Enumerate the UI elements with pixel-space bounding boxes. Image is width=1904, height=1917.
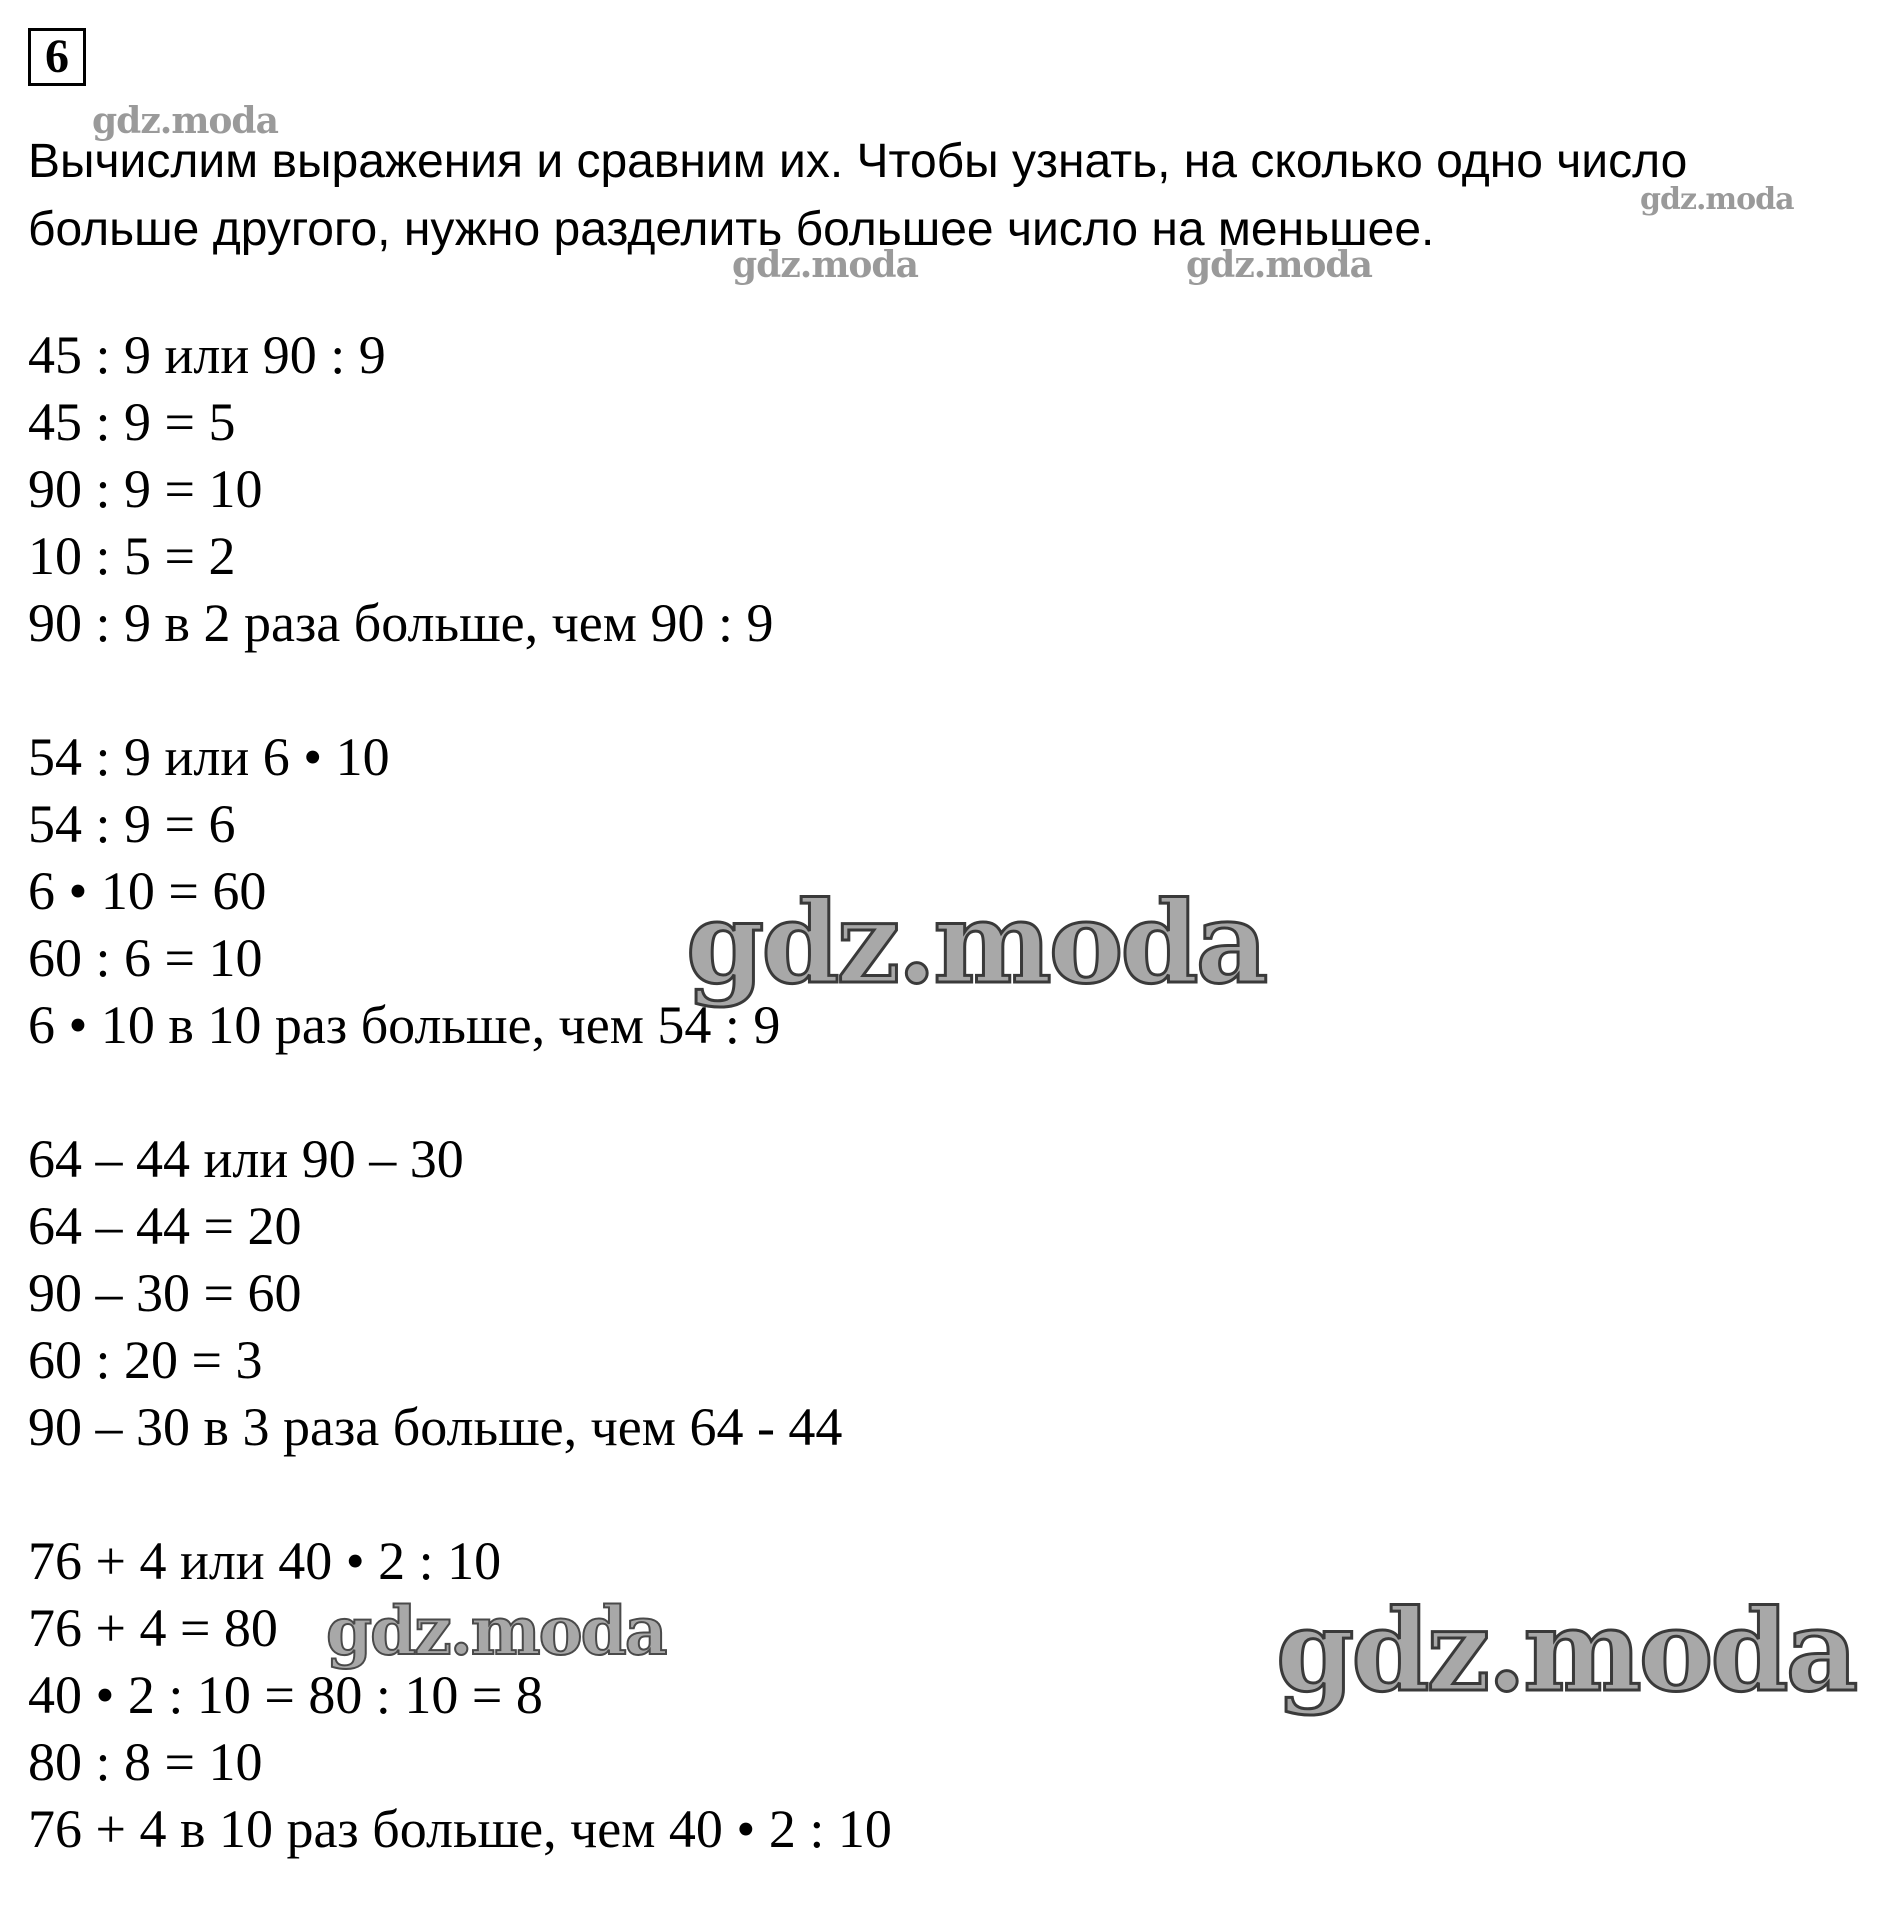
solution-line: 76 + 4 или 40 • 2 : 10 bbox=[28, 1531, 502, 1591]
solution-line: 45 : 9 или 90 : 9 bbox=[28, 325, 386, 385]
watermark: gdz.moda bbox=[1186, 244, 1372, 286]
solution-block-3 bbox=[28, 1126, 892, 1461]
intro-line: больше другого, нужно разделить большее число на меньшее. bbox=[28, 203, 1435, 256]
watermark: gdz.moda bbox=[326, 1592, 666, 1670]
solution-line: 60 : 20 = 3 bbox=[28, 1330, 263, 1390]
watermark: gdz.moda bbox=[1640, 182, 1794, 217]
solution-line: 54 : 9 = 6 bbox=[28, 794, 236, 854]
solution-line: 76 + 4 = 80 bbox=[28, 1598, 278, 1658]
solution-line: 6 • 10 в 10 раз больше, чем 54 : 9 bbox=[28, 995, 781, 1055]
task-number-badge: 6 bbox=[28, 28, 86, 86]
solution-line: 6 • 10 = 60 bbox=[28, 861, 267, 921]
solution-line: 60 : 6 = 10 bbox=[28, 928, 263, 988]
solution-line: 64 – 44 или 90 – 30 bbox=[28, 1129, 464, 1189]
solution-line: 90 – 30 = 60 bbox=[28, 1263, 302, 1323]
watermark: gdz.moda bbox=[1276, 1586, 1856, 1717]
solution-line: 90 : 9 в 2 раза больше, чем 90 : 9 bbox=[28, 593, 774, 653]
solution-line: 64 – 44 = 20 bbox=[28, 1196, 302, 1256]
solution-body bbox=[28, 322, 892, 1863]
watermark: gdz.moda bbox=[686, 878, 1266, 1009]
intro-text bbox=[28, 128, 1888, 264]
solution-block-1 bbox=[28, 322, 892, 657]
solution-line: 76 + 4 в 10 раз больше, чем 40 • 2 : 10 bbox=[28, 1799, 892, 1859]
solution-line: 54 : 9 или 6 • 10 bbox=[28, 727, 390, 787]
solution-line: 90 : 9 = 10 bbox=[28, 459, 263, 519]
solution-line: 45 : 9 = 5 bbox=[28, 392, 236, 452]
intro-line: Вычислим выражения и сравним их. Чтобы узнать, на сколько одно число bbox=[28, 135, 1688, 188]
solution-block-2 bbox=[28, 724, 892, 1059]
watermark: gdz.moda bbox=[92, 100, 278, 142]
solution-line: 80 : 8 = 10 bbox=[28, 1732, 263, 1792]
watermark: gdz.moda bbox=[732, 244, 918, 286]
solution-line: 10 : 5 = 2 bbox=[28, 526, 236, 586]
solution-block-4 bbox=[28, 1528, 892, 1863]
solution-line: 40 • 2 : 10 = 80 : 10 = 8 bbox=[28, 1665, 543, 1725]
solution-line: 90 – 30 в 3 раза больше, чем 64 - 44 bbox=[28, 1397, 843, 1457]
